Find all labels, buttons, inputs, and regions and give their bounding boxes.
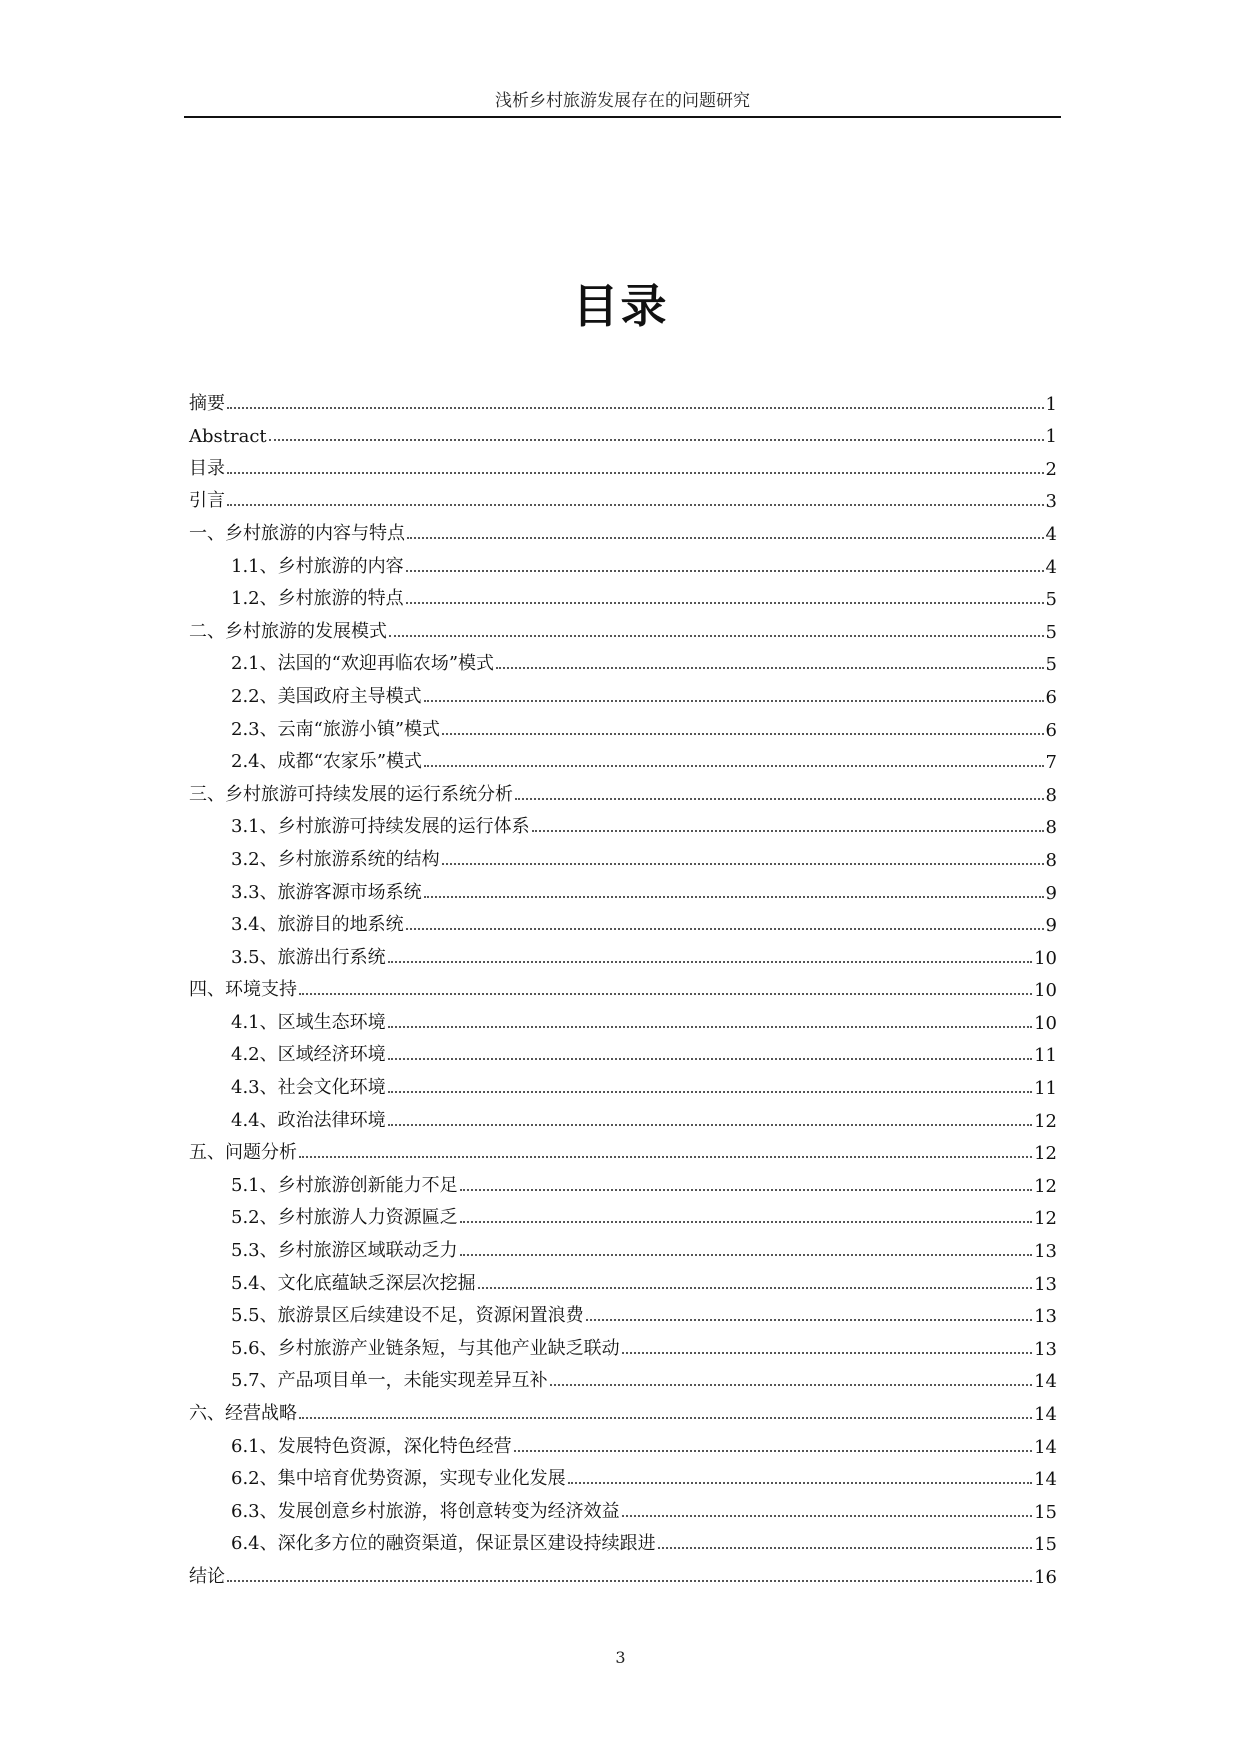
toc-entry-label: 目录 [189,457,225,479]
toc-entry[interactable] [189,1229,1057,1262]
toc-entry[interactable] [189,610,1057,643]
toc-entry-label: 结论 [189,1565,225,1587]
toc-entry-label: 摘要 [189,392,225,414]
toc-entry-page: 13 [1034,1306,1057,1328]
toc-entry-label: 3.3、旅游客源市场系统 [231,881,422,903]
toc-entry[interactable] [189,838,1057,871]
toc-dot-leader [478,1287,1032,1289]
toc-entry[interactable] [189,708,1057,741]
toc-entry-label: 6.3、发展创意乡村旅游，将创意转变为经济效益 [231,1500,620,1522]
toc-dot-leader [406,570,1044,572]
toc-dot-leader [496,667,1044,669]
toc-dot-leader [514,1450,1032,1452]
toc-dot-leader [406,928,1044,930]
toc-entry-label: 6.4、深化多方位的融资渠道，保证景区建设持续跟进 [231,1533,656,1555]
toc-dot-leader [388,1091,1032,1093]
toc-entry[interactable] [189,1327,1057,1360]
toc-entry-label: 5.1、乡村旅游创新能力不足 [231,1174,458,1196]
toc-entry[interactable] [189,675,1057,708]
toc-entry[interactable] [189,1262,1057,1295]
toc-entry-page: 10 [1034,947,1057,969]
toc-dot-leader [227,504,1044,506]
toc-dot-leader [424,700,1044,702]
toc-dot-leader [460,1221,1032,1223]
toc-dot-leader [406,602,1044,604]
page-number: 3 [615,1648,626,1667]
toc-entry-label: 5.5、旅游景区后续建设不足，资源闲置浪费 [231,1305,584,1327]
toc-dot-leader [388,1124,1032,1126]
toc-entry-page: 4 [1045,556,1057,578]
toc-entry-page: 11 [1034,1078,1057,1100]
toc-entry[interactable] [189,871,1057,904]
toc-entry-label: 3.2、乡村旅游系统的结构 [231,848,440,870]
toc-dot-leader [407,537,1044,539]
toc-entry-label: 5.3、乡村旅游区域联动乏力 [231,1240,458,1262]
toc-entry-label: 2.3、云南“旅游小镇”模式 [231,718,441,740]
toc-entry-page: 3 [1045,491,1057,513]
toc-entry-page: 10 [1034,1012,1057,1034]
toc-entry[interactable] [189,904,1057,937]
toc-entry-label: 5.7、产品项目单一，未能实现差异互补 [231,1370,548,1392]
toc-entry-page: 1 [1045,426,1057,448]
toc-entry-page: 9 [1045,915,1057,937]
toc-entry-page: 10 [1034,980,1057,1002]
toc-entry[interactable] [189,1295,1057,1328]
toc-entry-page: 14 [1034,1404,1057,1425]
toc-dot-leader [550,1384,1032,1386]
toc-dot-leader [442,733,1044,735]
toc-entry[interactable] [189,382,1057,415]
toc-entry[interactable] [189,936,1057,969]
toc-entry-page: 7 [1045,752,1057,774]
toc-dot-leader [622,1515,1032,1517]
table-of-contents [189,382,1057,1588]
toc-entry-page: 8 [1045,784,1057,806]
toc-dot-leader [299,993,1032,995]
toc-dot-leader [424,765,1044,767]
toc-dot-leader [658,1547,1032,1549]
toc-entry-page: 12 [1034,1175,1057,1197]
toc-entry-label: 1.1、乡村旅游的内容 [231,555,404,577]
toc-entry[interactable] [189,1034,1057,1067]
toc-entry-page: 5 [1045,654,1057,676]
toc-dot-leader [388,1026,1032,1028]
toc-entry[interactable] [189,1164,1057,1197]
toc-dot-leader [622,1352,1032,1354]
toc-entry-label: 5.4、文化底蕴缺乏深层次挖掘 [231,1272,476,1294]
toc-dot-leader [424,896,1044,898]
toc-entry-page: 6 [1045,686,1057,708]
toc-title: 目录 [572,279,669,333]
toc-dot-leader [515,798,1044,800]
toc-entry[interactable] [189,512,1057,545]
toc-entry[interactable] [189,1001,1057,1034]
toc-dot-leader [227,407,1044,409]
toc-entry-label: 二、乡村旅游的发展模式 [189,620,387,642]
toc-dot-leader [388,1058,1032,1060]
toc-entry[interactable] [189,1132,1057,1165]
toc-entry-label: 2.2、美国政府主导模式 [231,685,422,707]
toc-entry-label: 三、乡村旅游可持续发展的运行系统分析 [189,783,513,805]
toc-dot-leader [460,1254,1032,1256]
toc-entry[interactable] [189,578,1057,611]
toc-entry[interactable] [189,1360,1057,1393]
toc-entry-page: 13 [1034,1338,1057,1360]
toc-entry-label: Abstract [189,426,267,448]
toc-entry-label: 3.4、旅游目的地系统 [231,914,404,936]
toc-entry-page: 8 [1045,849,1057,871]
toc-entry-label: 引言 [189,490,225,512]
toc-entry-label: 5.6、乡村旅游产业链条短，与其他产业缺乏联动 [231,1337,620,1359]
toc-entry[interactable] [189,741,1057,774]
header-divider [184,116,1061,118]
toc-entry-page: 14 [1034,1436,1057,1458]
toc-entry[interactable] [189,480,1057,513]
toc-entry-label: 4.3、社会文化环境 [231,1077,386,1099]
toc-entry[interactable] [189,415,1057,448]
running-header: 浅析乡村旅游发展存在的问题研究 [495,91,750,111]
toc-entry-page: 8 [1045,817,1057,839]
toc-entry-label: 六、经营战略 [189,1403,297,1424]
toc-dot-leader [269,439,1044,441]
toc-dot-leader [568,1482,1032,1484]
toc-entry-page: 14 [1034,1469,1057,1491]
toc-entry[interactable] [189,1555,1057,1588]
toc-dot-leader [389,635,1044,637]
toc-entry-page: 4 [1045,523,1057,545]
toc-entry-page: 6 [1045,719,1057,741]
toc-entry[interactable] [189,1099,1057,1132]
toc-entry[interactable] [189,447,1057,480]
toc-entry-page: 15 [1034,1501,1057,1523]
toc-dot-leader [227,472,1044,474]
toc-dot-leader [227,1580,1032,1582]
toc-entry-label: 6.1、发展特色资源，深化特色经营 [231,1435,512,1457]
toc-entry-page: 9 [1045,882,1057,904]
toc-entry-page: 15 [1034,1534,1057,1556]
toc-entry-page: 14 [1034,1371,1057,1393]
toc-entry-label: 四、环境支持 [189,979,297,1001]
toc-entry-label: 1.2、乡村旅游的特点 [231,588,404,610]
toc-entry-label: 5.2、乡村旅游人力资源匾乏 [231,1207,458,1229]
toc-entry[interactable] [189,1490,1057,1523]
toc-entry[interactable] [189,773,1057,806]
toc-entry[interactable] [189,643,1057,676]
toc-entry-page: 11 [1034,1045,1057,1067]
toc-entry-label: 3.5、旅游出行系统 [231,946,386,968]
toc-entry[interactable] [189,1523,1057,1556]
toc-dot-leader [460,1189,1032,1191]
toc-entry-page: 13 [1034,1241,1057,1263]
toc-dot-leader [442,863,1044,865]
toc-dot-leader [299,1156,1032,1158]
toc-entry[interactable] [189,969,1057,1002]
toc-entry-label: 4.2、区域经济环境 [231,1044,386,1066]
toc-entry[interactable] [189,1425,1057,1458]
toc-entry[interactable] [189,806,1057,839]
toc-entry[interactable] [189,1197,1057,1230]
toc-entry-label: 五、问题分析 [189,1142,297,1164]
toc-entry-label: 2.4、成都“农家乐”模式 [231,751,423,773]
toc-entry[interactable] [189,1458,1057,1491]
toc-entry-label: 一、乡村旅游的内容与特点 [189,522,405,544]
toc-dot-leader [586,1319,1032,1321]
toc-entry-label: 4.4、政治法律环境 [231,1109,386,1131]
toc-dot-leader [532,830,1044,832]
toc-entry-page: 13 [1034,1273,1057,1295]
toc-entry-label: 4.1、区域生态环境 [231,1011,386,1033]
toc-entry[interactable] [189,545,1057,578]
toc-dot-leader [388,961,1032,963]
toc-entry-page: 12 [1034,1110,1057,1132]
toc-entry-page: 1 [1045,393,1057,415]
toc-entry-page: 5 [1045,589,1057,611]
toc-entry-page: 2 [1045,458,1057,480]
toc-entry-page: 12 [1034,1208,1057,1230]
toc-entry-page: 16 [1034,1566,1057,1588]
toc-entry[interactable] [189,1066,1057,1099]
toc-entry-label: 6.2、集中培育优势资源，实现专业化发展 [231,1468,566,1490]
toc-entry[interactable] [189,1392,1057,1425]
toc-entry-page: 12 [1034,1143,1057,1165]
toc-dot-leader [299,1417,1032,1419]
toc-entry-label: 2.1、法国的“欢迎再临农场”模式 [231,653,495,675]
toc-entry-page: 5 [1045,621,1057,643]
toc-entry-label: 3.1、乡村旅游可持续发展的运行体系 [231,816,530,838]
